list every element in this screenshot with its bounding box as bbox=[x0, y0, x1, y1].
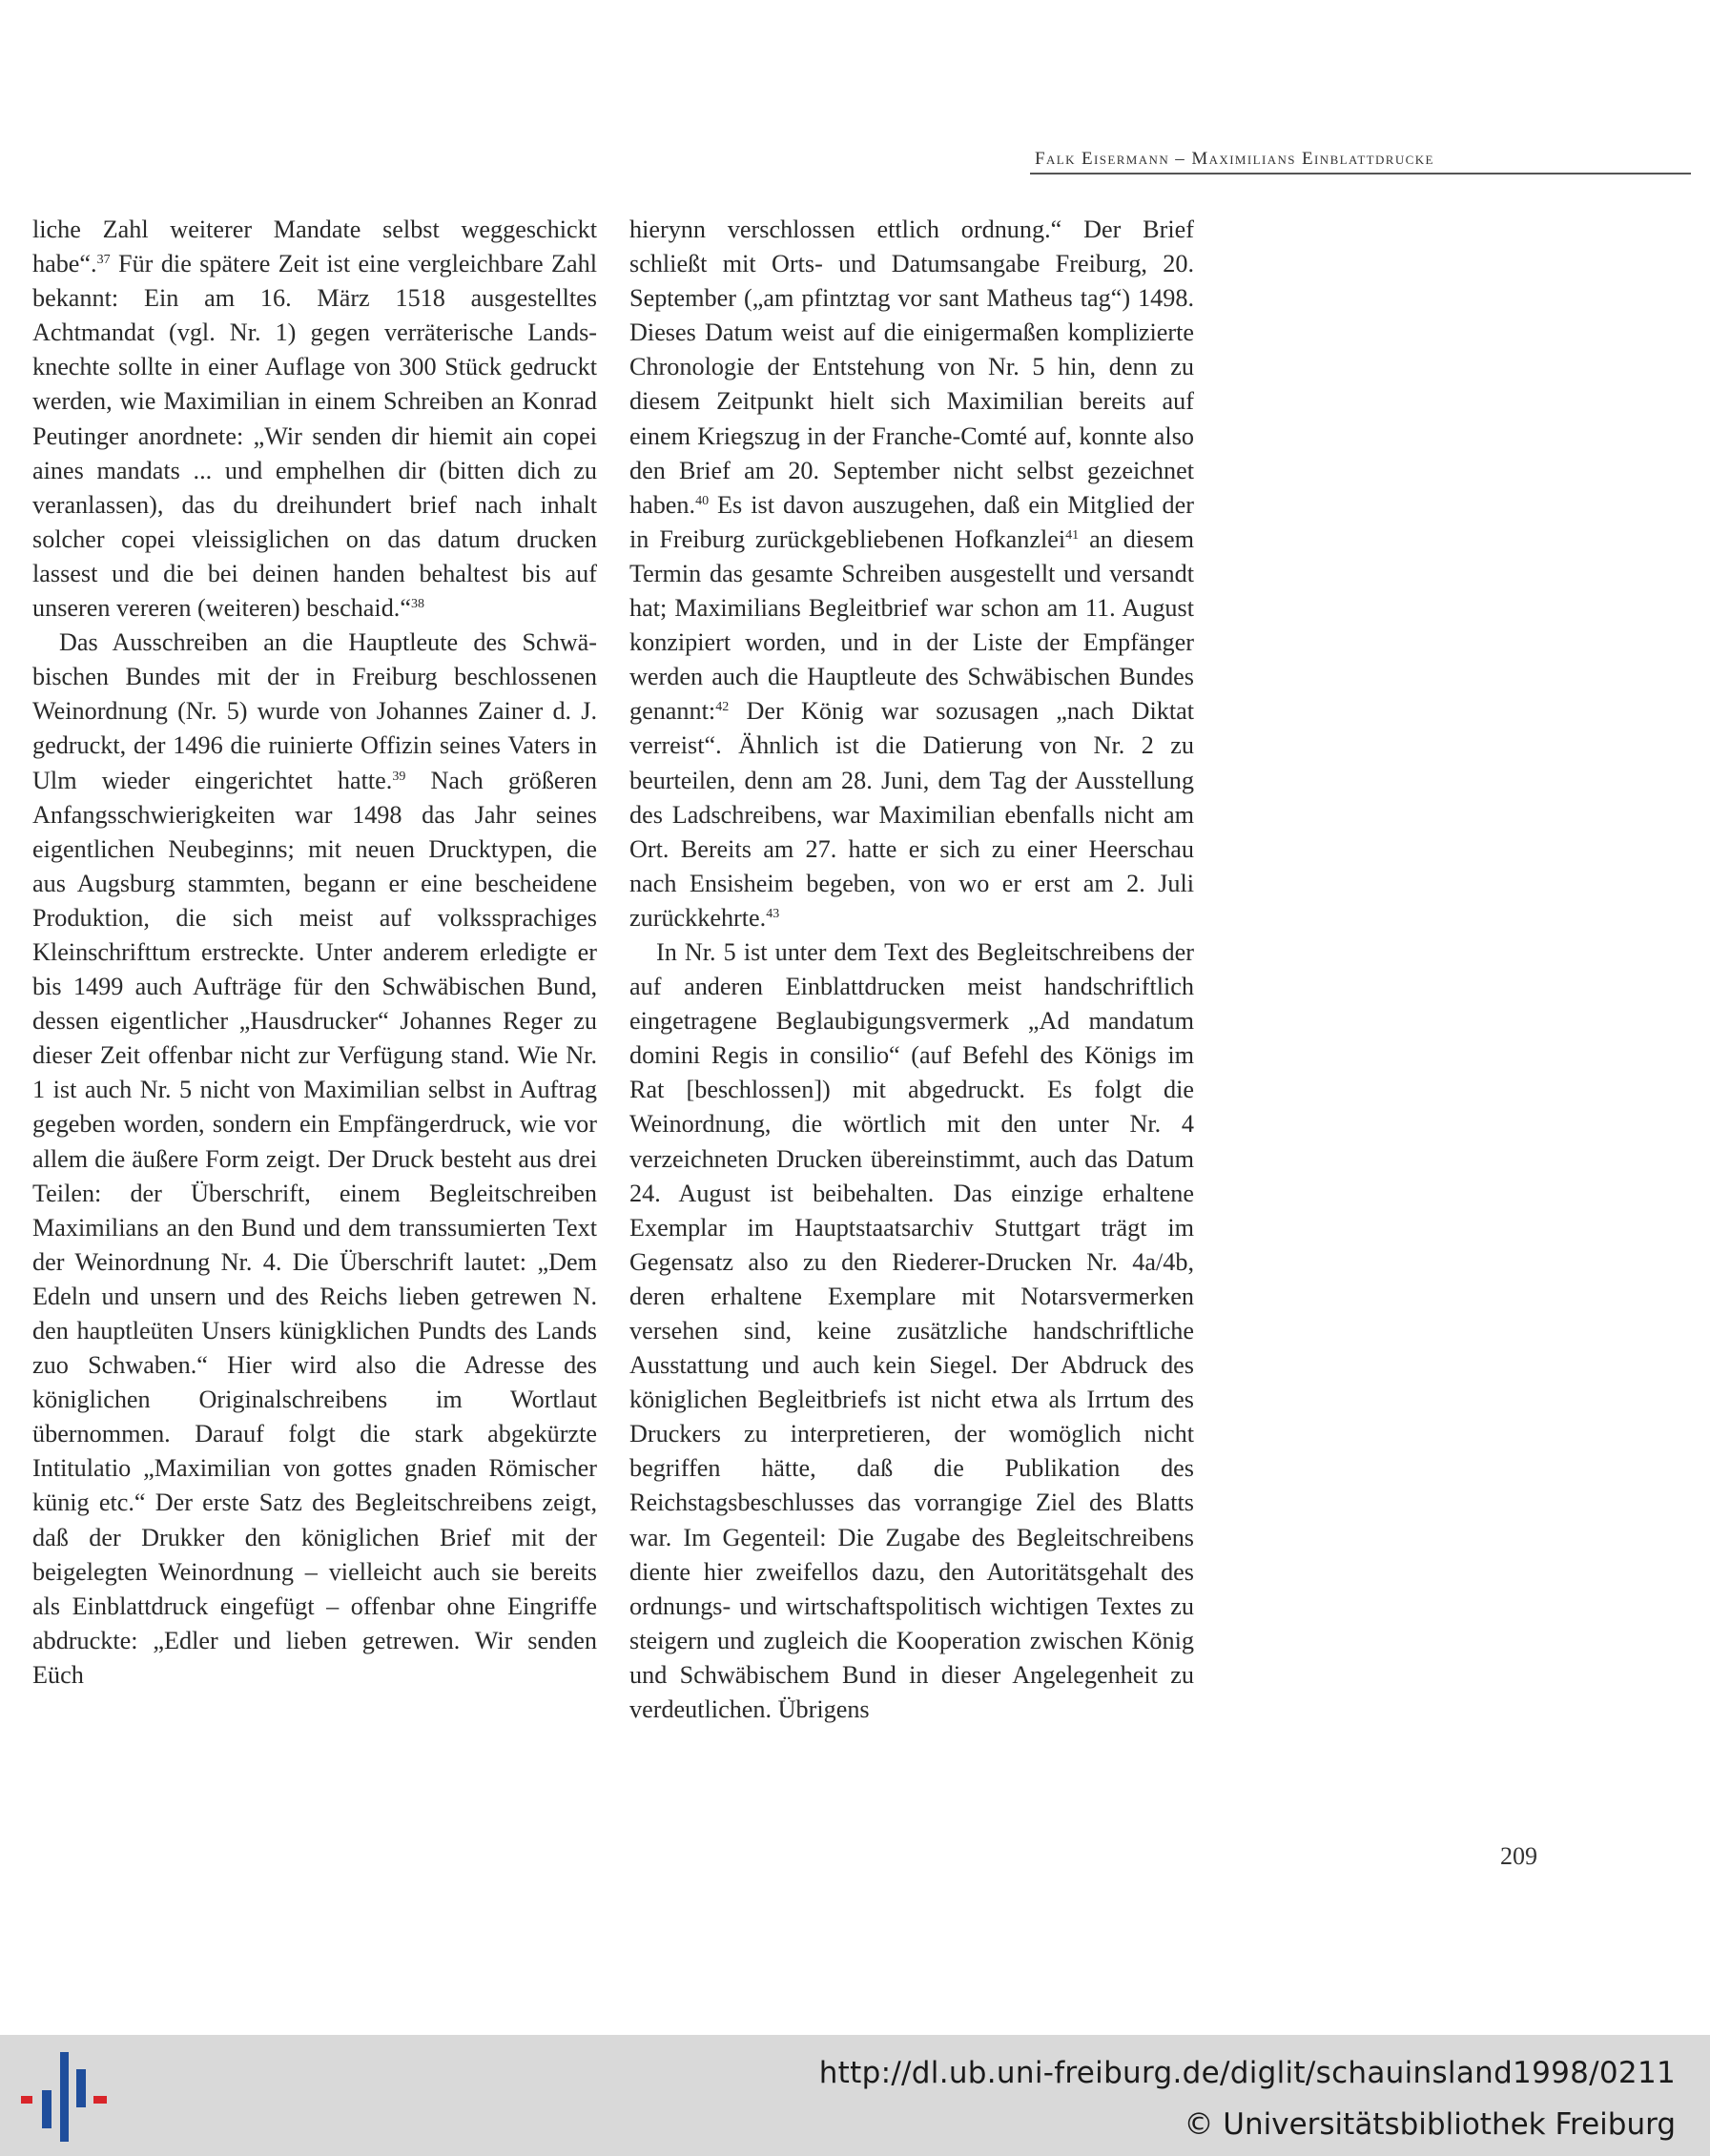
paragraph: In Nr. 5 ist unter dem Text des Begleitschreibens der auf anderen Einblattdrucken meist handschriftlich eingetragene Beglaubigungsvermerk „Ad mandatum domini Regis in consilio“ (auf Befehl des Königs im Rat [beschlossen]) mit abgedruckt. Es folgt die Weinordnung, die wörtlich mit den unter Nr. 4 verzeichneten Drucken übereinstimmt, auch das Datum 24. August ist beibehalten. Das einzige erhaltene Exemplar im Hauptstaatsarchiv Stuttgart trägt im Gegensatz also zu den Riederer-Drucken Nr. 4a/4b, deren erhaltene Exemplare mit Notarsvermerken versehen sind, keine zusätzliche handschriftliche Ausstattung und auch kein Siegel. Der Abdruck des königlichen Begleitbriefs ist nicht etwa als Irrtum des Druckers zu interpretieren, der womöglich nicht begriffen hätte, daß die Publikation des Reichstagsbeschlusses das vorrangige Ziel des Blatts war. Im Gegenteil: Die Zugabe des Begleitschreibens diente hier zweifellos dazu, den Autoritätsgehalt des ordnungs- und wirtschaftspolitisch wichtigen Textes zu steigern und zugleich die Kooperation zwischen König und Schwäbischem Bund in dieser Angelegenheit zu verdeutlichen. Übrigens bbox=[629, 937, 1194, 1724]
text-column-left bbox=[32, 213, 597, 1693]
running-head: Falk Eisermann – Maximilians Einblattdrucke bbox=[1035, 149, 1434, 169]
ub-freiburg-logo-icon[interactable] bbox=[21, 2052, 107, 2142]
footer-band bbox=[0, 2035, 1710, 2156]
text-run: Es ist davon auszugehen, daß ein Mitglied der in Freiburg zurückgebliebenen Hofkanzlei bbox=[629, 490, 1194, 553]
paragraph bbox=[32, 626, 597, 1693]
paragraph bbox=[32, 213, 597, 626]
footnote-ref[interactable]: 40 bbox=[695, 493, 710, 508]
footnote-ref[interactable]: 37 bbox=[96, 253, 111, 268]
footnote-ref[interactable]: 42 bbox=[715, 700, 730, 715]
paragraph bbox=[629, 213, 1194, 935]
footnote-ref[interactable]: 43 bbox=[766, 906, 780, 921]
footnote-ref[interactable]: 38 bbox=[410, 597, 424, 612]
copyright-notice: © Universitätsbibliothek Freiburg bbox=[1184, 2107, 1676, 2142]
page-number: 209 bbox=[1500, 1842, 1537, 1870]
footnote-ref[interactable]: 39 bbox=[392, 769, 406, 784]
source-url-link[interactable]: http://dl.ub.uni-freiburg.de/diglit/schauinsland1998/0211 bbox=[818, 2056, 1676, 2090]
text-run: liche Zahl weiterer Mandate selbst weggeschickt habe“. bbox=[32, 216, 597, 278]
text-run: Nach größeren Anfangsschwierigkeiten war 1498 das Jahr seines eigentlichen Neubeginns; mit neuen Drucktypen, die aus Augsburg stammten, begann er eine bescheidene Produktion, die sich meist auf volkssprachiges Kleinschrifttum erstreckte. Unter anderem erledigte er bis 1499 auch Aufträge für den Schwäbischen Bund, dessen eigentlicher „Hausdrucker“ Johannes Reger zu dieser Zeit offenbar nicht zur Verfügung stand. Wie Nr. 1 ist auch Nr. 5 nicht von Maximilian selbst in Auftrag gegeben worden, sondern ein Empfängerdruck, wie vor allem die äußere Form zeigt. Der Druck besteht aus drei Teilen: der Überschrift, einem Begleitschreiben Maximilians an den Bund und dem transsumierten Text der Weinordnung Nr. 4. Die Überschrift lautet: „Dem Edeln und unsern und des Reichs lieben getrewen N. den hauptleüten Unsers künigklichen Pundts des Lands zuo Schwaben.“ Hier wird also die Adresse des königlichen Originalschreibens im Wortlaut übernommen. Darauf folgt die stark abgekürzte Intitulatio „Maximilian von gottes gnaden Römischer künig etc.“ Der erste Satz des Begleitschreibens zeigt, daß der Drukker den königlichen Brief mit der beigelegten Weinordnung – vielleicht auch sie bereits als Einblattdruck eingefügt – offenbar ohne Eingriffe abdruckte: „Edler und lieben getrewen. Wir senden Eüch bbox=[32, 766, 597, 1689]
header-rule bbox=[1030, 173, 1691, 175]
text-run: hierynn verschlossen ettlich ordnung.“ Der Brief schließt mit Orts- und Datumsangabe Freiburg, 20. September („am pfintztag vor sant Matheus tag“) 1498. Dieses Datum weist auf die einigermaßen komplizierte Chronologie der Entstehung von Nr. 5 hin, denn zu diesem Zeitpunkt hielt sich Maximilian bereits auf einem Kriegszug in der Franche-Comté auf, konnte also den Brief am 20. September nicht selbst gezeichnet haben. bbox=[629, 216, 1194, 519]
text-run: Der König war sozusagen „nach Diktat verreist“. Ähnlich ist die Datierung von Nr. 2 zu beurteilen, denn am 28. Juni, dem Tag der Ausstellung des Ladschreibens, war Maximilian ebenfalls nicht am Ort. Bereits am 27. hatte er sich zu einer Heerschau nach Ensisheim begeben, von wo er erst am 2. Juli zurückkehrte. bbox=[629, 697, 1194, 932]
text-column-right bbox=[629, 213, 1194, 1727]
text-run: Das Ausschreiben an die Hauptleute des Schwäbischen Bundes mit der in Freiburg beschlossenen Weinordnung (Nr. 5) wurde von Johannes Zainer d. J. gedruckt, der 1496 die ruinierte Offizin seines Vaters in Ulm wieder eingerichtet hatte. bbox=[32, 628, 597, 794]
text-run: an diesem Termin das gesamte Schreiben ausgestellt und versandt hat; Maximilians Begleitbrief war schon am 11. August konzipiert worden, und in der Liste der Empfänger werden auch die Hauptleute des Schwäbischen Bundes genannt: bbox=[629, 524, 1194, 726]
footnote-ref[interactable]: 41 bbox=[1065, 527, 1080, 543]
text-run: Für die spätere Zeit ist eine vergleichbare Zahl bekannt: Ein am 16. März 1518 ausgestelltes Achtmandat (vgl. Nr. 1) gegen verräterische Landsknechte sollte in einer Auflage von 300 Stück gedruckt werden, wie Maximilian in einem Schreiben an Konrad Peutinger anordnete: „Wir senden dir hiemit ain copei aines mandats ... und emphelhen dir (bitten dich zu veranlassen), das du dreihundert brief nach inhalt solcher copei vleissiglichen on das datum drucken lassest und die bei deinen handen behaltest bis auf unseren vereren (weiteren) beschaid.“ bbox=[32, 250, 597, 623]
